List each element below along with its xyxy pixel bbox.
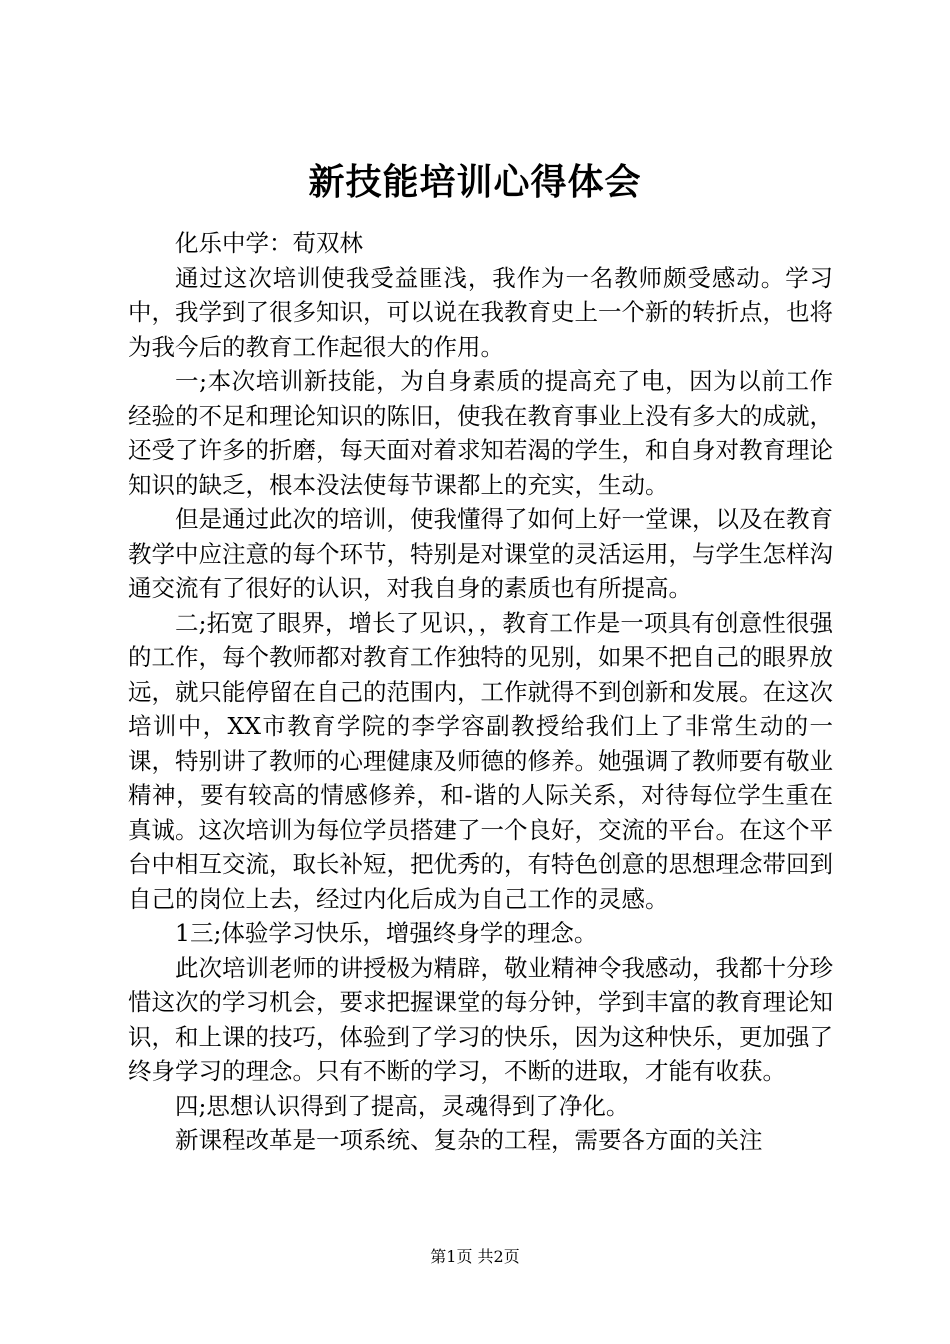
paragraph-3: 但是通过此次的培训，使我懂得了如何上好一堂课，以及在教育教学中应注意的每个环节，特别是对课堂的灵活运用，与学生怎样沟通交流有了很好的认识，对我自身的素质也有所提高。: [128, 505, 833, 602]
paragraph-5: 1三;体验学习快乐，增强终身学的理念。: [175, 919, 598, 947]
paragraph-2: 一;本次培训新技能，为自身素质的提高充了电，因为以前工作经验的不足和理论知识的陈旧，使我在教育事业上没有多大的成就，还受了许多的折磨，每天面对着求知若渴的学生，和自身对教育理论知识的缺乏，根本没法使每节课都上的充实，生动。: [128, 367, 833, 499]
paragraph-1: 通过这次培训使我受益匪浅，我作为一名教师颇受感动。学习中，我学到了很多知识，可以说在我教育史上一个新的转折点，也将为我今后的教育工作起很大的作用。: [128, 263, 833, 361]
paragraph-4: 二;拓宽了眼界，增长了见识，，教育工作是一项具有创意性很强的工作，每个教师都对教育工作独特的见别，如果不把自己的眼界放远，就只能停留在自己的范围内，工作就得不到创新和发展。在这次培训中，XX市教育学院的李学容副教授给我们上了非常生动的一课，特别讲了教师的心理健康及师德的修养。她强调了教师要有敬业精神，要有较高的情感修养，和-谐的人际关系，对待每位学生重在真诚。这次培训为每位学员搭建了一个良好，交流的平台。在这个平台中相互交流，取长补短，把优秀的，有特色创意的思想理念带回到自己的岗位上去，经过内化后成为自己工作的灵感。: [128, 608, 833, 913]
page-footer: 第1页 共2页: [430, 1247, 520, 1266]
author-line: 化乐中学：荀双林: [175, 229, 363, 257]
document-body: [128, 226, 833, 1158]
paragraph-7: 四;思想认识得到了提高，灵魂得到了净化。: [175, 1091, 630, 1120]
document-title: 新技能培训心得体会: [308, 161, 642, 203]
paragraph-6: 此次培训老师的讲授极为精辟，敬业精神令我感动，我都十分珍惜这次的学习机会，要求把握课堂的每分钟，学到丰富的教育理论知识，和上课的技巧，体验到了学习的快乐，因为这种快乐，更加强了终身学习的理念。只有不断的学习，不断的进取，才能有收获。: [128, 953, 833, 1085]
paragraph-8: 新课程改革是一项系统、复杂的工程，需要各方面的关注: [175, 1126, 763, 1154]
